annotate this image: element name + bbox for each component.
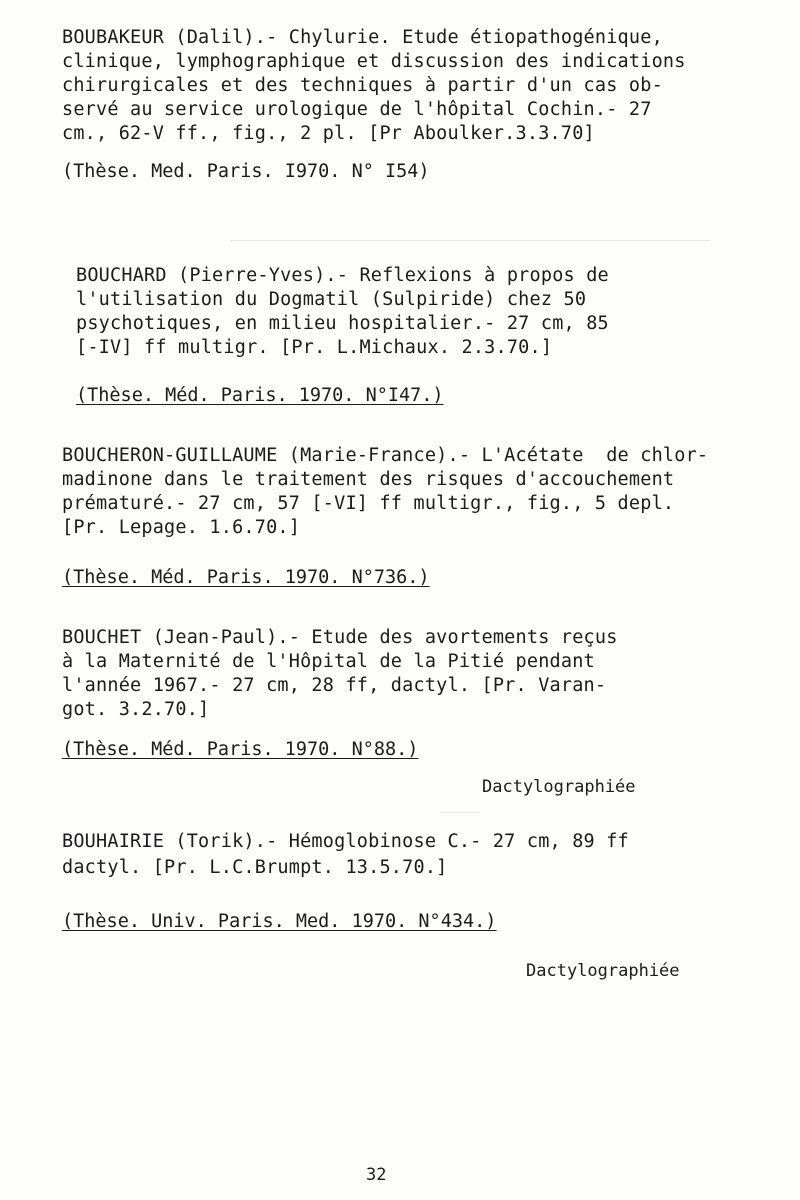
thesis-citation: (Thèse. Méd. Paris. 1970. N°I47.) [76,385,444,406]
typescript-note: Dactylographiée [482,777,636,797]
entry-line: servé au service urologique de l'hôpital Cochin.- 27 [62,99,652,120]
entry-line: BOUCHERON-GUILLAUME (Marie-France).- L'Acétate de chlor- [62,445,709,466]
entry-line: cm., 62-V ff., fig., 2 pl. [Pr Aboulker.3.3.70] [62,123,595,144]
thesis-citation: (Thèse. Univ. Paris. Med. 1970. N°434.) [62,911,497,932]
entry-line: l'année 1967.- 27 cm, 28 ff, dactyl. [Pr. Varan- [62,675,607,696]
entry-line: got. 3.2.70.] [62,699,210,720]
bleed-through-line [230,240,710,241]
entry-line: prématuré.- 27 cm, 57 [-VI] ff multigr., fig., 5 depl. [62,493,675,514]
typescript-note: Dactylographiée [526,961,680,981]
entry-line: BOUBAKEUR (Dalil).- Chylurie. Etude étiopathogénique, [62,27,663,48]
entry-line: l'utilisation du Dogmatil (Sulpiride) chez 50 [76,289,587,310]
entry-line: chirurgicales et des techniques à partir d'un cas ob- [62,75,663,96]
thesis-citation: (Thèse. Med. Paris. I970. N° I54) [62,161,430,182]
thesis-citation: (Thèse. Méd. Paris. 1970. N°736.) [62,567,430,588]
entry-line: à la Maternité de l'Hôpital de la Pitié pendant [62,651,595,672]
entry-line: BOUCHARD (Pierre-Yves).- Reflexions à propos de [76,265,609,286]
entry-line: psychotiques, en milieu hospitalier.- 27 cm, 85 [76,313,609,334]
page-number: 32 [366,1165,387,1185]
entry-line: [Pr. Lepage. 1.6.70.] [62,517,301,538]
entry-line: madinone dans le traitement des risques d'accouchement [62,469,675,490]
bleed-through-line [440,812,480,813]
entry-line: BOUHAIRIE (Torik).- Hémoglobinose C.- 27 cm, 89 ff [62,831,629,852]
entry-line: [-IV] ff multigr. [Pr. L.Michaux. 2.3.70.] [76,337,553,358]
entry-line: dactyl. [Pr. L.C.Brumpt. 13.5.70.] [62,857,448,878]
entry-line: BOUCHET (Jean-Paul).- Etude des avortements reçus [62,627,618,648]
thesis-citation: (Thèse. Méd. Paris. 1970. N°88.) [62,739,419,760]
entry-line: clinique, lymphographique et discussion des indications [62,51,686,72]
